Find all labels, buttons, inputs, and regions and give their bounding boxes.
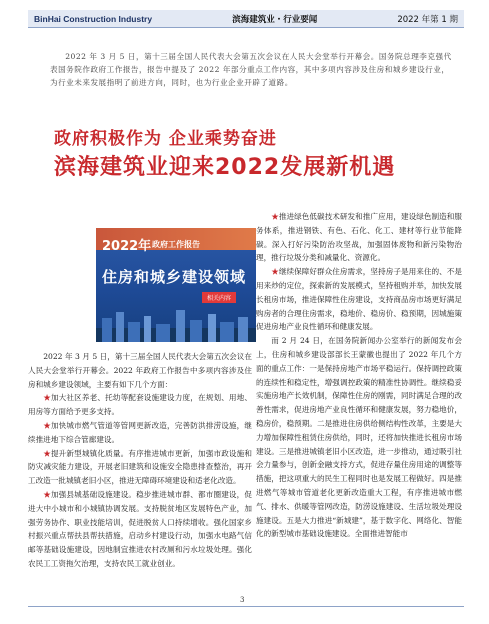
left-paragraph-2 <box>28 391 252 419</box>
paragraph-text: 提升新型城镇化质量。有序推进城市更新，加强市政设施和防灾减灾能力建设，开展老旧建筑和设施安全隐患排查整治，再开工改造一批城镇老旧小区，推进无障碍环境建设和适老化改造。 <box>28 448 253 486</box>
right-paragraph-3 <box>256 334 462 541</box>
header-section-title: 滨海建筑业・行业要闻 <box>232 14 318 25</box>
footer-divider <box>28 606 464 607</box>
right-column <box>256 210 462 541</box>
intro-paragraph: 2022 年 3 月 5 日，第十三届全国人民代表大会第五次会议在人民大会堂举行开幕会。国务院总理李克强代表国务院作政府工作报告，报告中提及了 2022 年部分重点工作内容，其中多项内容涉及住房和城乡建设行业，为行业未来发展指明了前进方向，同时，也为行业企业开辟了道路。 <box>50 51 452 87</box>
page-header <box>28 10 464 28</box>
star-bullet-icon: ★ <box>43 489 51 499</box>
right-paragraph-2 <box>256 265 462 334</box>
left-paragraph-4 <box>28 447 252 488</box>
paragraph-text: 而 2 月 24 日，在国务院新闻办公室举行的新闻发布会上，住房和城乡建设部部长王蒙徽也提出了 2022 年几个方面的重点工作：一是保持房地产市场平稳运行。保持调控政策的连续性和稳定性，增强调控政策的精准性协调性。继续稳妥实施房地产长效机制，保障性住房的刚需，同时满足合理的改善性需求，促进房地产业良性循环和健康发展，努力稳地价，稳房价，稳预期。二是推进住房供给侧结构性改革，主要是大力增加保障性租赁住房供给，同时，还将加快推进长租房市场建设。三是推进城镇老旧小区改造，进一步推动，通过吸引社会力量参与，创新金融支持方式，促进存量住房用途的调整等措施，把这项重大的民生工程同时也是发展工程做好。四是推进燃气等城市管道老化更新改造重大工程，有序推进城市燃气、排水、供暖等管网改造，防涝设施建设、生活垃圾处理设施建设。五是大力推进“新城建”，基于数字化、网络化、智能化的新型城市基础设施建设。全面推进智能市 <box>256 336 462 539</box>
left-paragraph-1 <box>28 350 252 391</box>
headline-line-1: 政府积极作为 企业乘势奋进 <box>54 129 277 149</box>
cover-main-title: 住房和城乡建设领域 <box>102 268 247 286</box>
page-number: 3 <box>240 596 245 604</box>
star-bullet-icon: ★ <box>43 448 51 458</box>
paragraph-text: 加快城市燃气管道等管网更新改造，完善防洪排涝设施，继续推进地下综合管廊建设。 <box>28 420 253 444</box>
header-issue: 2022 年第 1 期 <box>397 14 458 25</box>
paragraph-text: 推进绿色低碳技术研发和推广应用，建设绿色制造和服务体系，推进钢铁、有色、石化、化工、建材等行业节能降碳。深入打好污染防治攻坚战，加强固体废物和新污染物治理，推行垃圾分类和减量化、资源化。 <box>256 212 463 263</box>
star-bullet-icon: ★ <box>43 393 51 403</box>
cover-tag: 相关内容 <box>202 292 236 303</box>
city-skyline-graphic <box>96 308 256 342</box>
left-paragraph-3 <box>28 419 252 447</box>
paragraph-text: 加大社区养老、托幼等配套设施建设力度，在规划、用地、用房等方面给予更多支持。 <box>28 393 253 417</box>
report-cover-image <box>96 228 256 342</box>
left-column <box>28 350 252 571</box>
star-bullet-icon: ★ <box>271 267 279 277</box>
paragraph-text: 继续保障好群众住房需求，坚持房子是用来住的、不是用来炒的定位，探索新的发展模式，坚持租购并举，加快发展长租房市场，推进保障性住房建设，支持商品房市场更好满足购房者的合理住房需求，稳地价、稳房价、稳预期，因城施策促进房地产业良性循环和健康发展。 <box>256 267 463 332</box>
left-paragraph-5 <box>28 488 252 571</box>
header-publication-name: BinHai Construction Industry <box>34 13 153 24</box>
right-paragraph-1 <box>256 210 462 265</box>
star-bullet-icon: ★ <box>43 420 51 430</box>
paragraph-text: 加强县城基础设施建设。稳步推进城市群、都市圈建设，促进大中小城市和小城镇协调发展。支持脱贫地区发展特色产业，加强劳务协作、职业技能培训，促进脱贫人口持续增收。强化国家乡村振兴重点帮扶县帮扶措施，启动乡村建设行动，加强水电路气信邮等基础设施建设，因地制宜推进农村改厕和污水垃圾处理。强化农民工工资拖欠治理，支持农民工就业创业。 <box>28 489 253 568</box>
headline-line-2: 滨海建筑业迎来2022发展新机遇 <box>54 155 396 180</box>
cover-report-label: 政府工作报告 <box>152 240 200 249</box>
cover-year: 2022年 <box>102 239 152 254</box>
star-bullet-icon: ★ <box>271 212 279 221</box>
paragraph-text: 2022 年 3 月 5 日，第十三届全国人民代表大会第五次会议在人民大会堂举行开幕会。2022 年政府工作报告中多项内容涉及住房和城乡建设领域，主要有如下几个方面： <box>28 352 252 389</box>
